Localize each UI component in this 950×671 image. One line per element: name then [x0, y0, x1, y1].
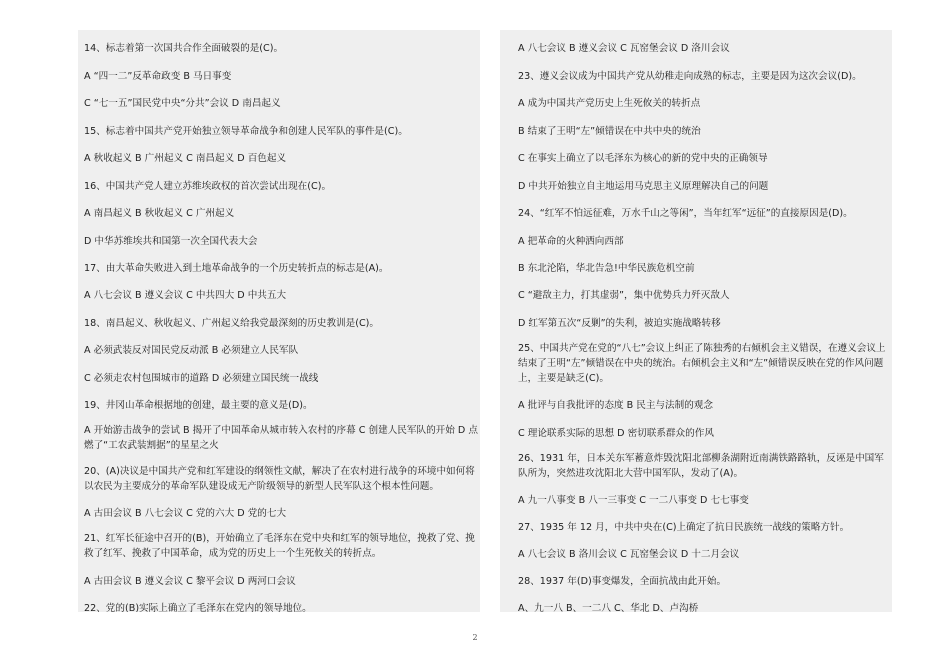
options-22: A 八七会议 B 遵义会议 C 瓦窑堡会议 D 洛川会议 [518, 43, 730, 54]
options-14-cd: C “七一五”国民党中央“分共”会议 D 南昌起义 [84, 98, 281, 109]
question-25: 25、中国共产党在党的“八七”会议上纠正了陈独秀的右倾机会主义错误，在遵义会议上结束了王明“左”倾错误在中央的统治。右倾机会主义和“左”倾错误反映在党的作风问题上，主要是缺乏(C)。 [518, 343, 886, 384]
option-23-d: D 中共开始独立自主地运用马克思主义原理解决自己的问题 [518, 181, 769, 192]
options-21: A 古田会议 B 遵义会议 C 黎平会议 D 两河口会议 [84, 576, 296, 587]
options-28: A、九一八 B、一二八 C、华北 D、卢沟桥 [518, 603, 699, 612]
options-14-ab: A “四一二”反革命政变 B 马日事变 [84, 71, 232, 82]
question-19: 19、井冈山革命根据地的创建，最主要的意义是(D)。 [84, 400, 313, 411]
options-18-ab: A 必须武装反对国民党反动派 B 必须建立人民军队 [84, 345, 299, 356]
question-16: 16、中国共产党人建立苏维埃政权的首次尝试出现在(C)。 [84, 181, 332, 192]
question-18: 18、南昌起义、秋收起义、广州起义给我党最深刻的历史教训是(C)。 [84, 318, 380, 329]
option-23-a: A 成为中国共产党历史上生死攸关的转折点 [518, 98, 701, 109]
question-14: 14、标志着第一次国共合作全面破裂的是(C)。 [84, 43, 284, 54]
options-19: A 开始游击战争的尝试 B 揭开了中国革命从城市转入农村的序幕 C 创建人民军队的开始 D 点燃了“工农武装割据”的星星之火 [84, 425, 478, 451]
options-16-abc: A 南昌起义 B 秋收起义 C 广州起义 [84, 208, 235, 219]
question-26: 26、1931 年，日本关东军蓄意炸毁沈阳北部柳条湖附近南满铁路路轨，反诬是中国军队所为，突然进攻沈阳北大营中国军队，发动了(A)。 [518, 453, 884, 479]
option-24-a: A 把革命的火种洒向西部 [518, 236, 624, 247]
question-24: 24、“红军不怕远征难，万水千山之等闲”，当年红军“远征”的直接原因是(D)。 [518, 208, 853, 219]
option-24-b: B 东北沦陷，华北告急!中华民族危机空前 [518, 263, 695, 274]
option-24-c: C “避敌主力，打其虚弱”，集中优势兵力歼灭敌人 [518, 290, 730, 301]
options-25-ab: A 批评与自我批评的态度 B 民主与法制的观念 [518, 400, 713, 411]
question-21: 21、红军长征途中召开的(B)，开始确立了毛泽东在党中央和红军的领导地位，挽救了党、挽救了红军、挽救了中国革命，成为党的历史上一个生死攸关的转折点。 [84, 533, 475, 559]
options-26: A 九一八事变 B 八一三事变 C 一二八事变 D 七七事变 [518, 495, 749, 506]
options-20: A 古田会议 B 八七会议 C 党的六大 D 党的七大 [84, 508, 287, 519]
right-column [500, 30, 892, 612]
options-15: A 秋收起义 B 广州起义 C 南昌起义 D 百色起义 [84, 153, 287, 164]
question-17: 17、由大革命失败进入到土地革命战争的一个历史转折点的标志是(A)。 [84, 263, 389, 274]
options-16-d: D 中华苏维埃共和国第一次全国代表大会 [84, 236, 258, 247]
question-23: 23、遵义会议成为中国共产党从幼稚走向成熟的标志，主要是因为这次会议(D)。 [518, 71, 862, 82]
question-22: 22、党的(B)实际上确立了毛泽东在党内的领导地位。 [84, 603, 312, 612]
option-23-b: B 结束了王明“左”倾错误在中共中央的统治 [518, 126, 701, 137]
option-24-d: D 红军第五次“反剿”的失利，被迫实施战略转移 [518, 318, 721, 329]
question-15: 15、标志着中国共产党开始独立领导革命战争和创建人民军队的事件是(C)。 [84, 126, 408, 137]
question-20: 20、(A)决议是中国共产党和红军建设的纲领性文献，解决了在农村进行战争的环境中如何将以农民为主要成分的革命军队建设成无产阶级领导的新型人民军队这个根本性问题。 [84, 466, 475, 492]
page-number: 2 [472, 633, 478, 642]
left-column [78, 30, 480, 612]
question-28: 28、1937 年(D)事变爆发，全面抗战由此开始。 [518, 576, 727, 587]
options-17: A 八七会议 B 遵义会议 C 中共四大 D 中共五大 [84, 290, 287, 301]
question-27: 27、1935 年 12 月，中共中央在(C)上确定了抗日民族统一战线的策略方针。 [518, 522, 850, 533]
options-27: A 八七会议 B 洛川会议 C 瓦窑堡会议 D 十二月会议 [518, 549, 740, 560]
options-18-cd: C 必须走农村包围城市的道路 D 必须建立国民统一战线 [84, 373, 319, 384]
option-23-c: C 在事实上确立了以毛泽东为核心的新的党中央的正确领导 [518, 153, 768, 164]
options-25-cd: C 理论联系实际的思想 D 密切联系群众的作风 [518, 428, 714, 439]
